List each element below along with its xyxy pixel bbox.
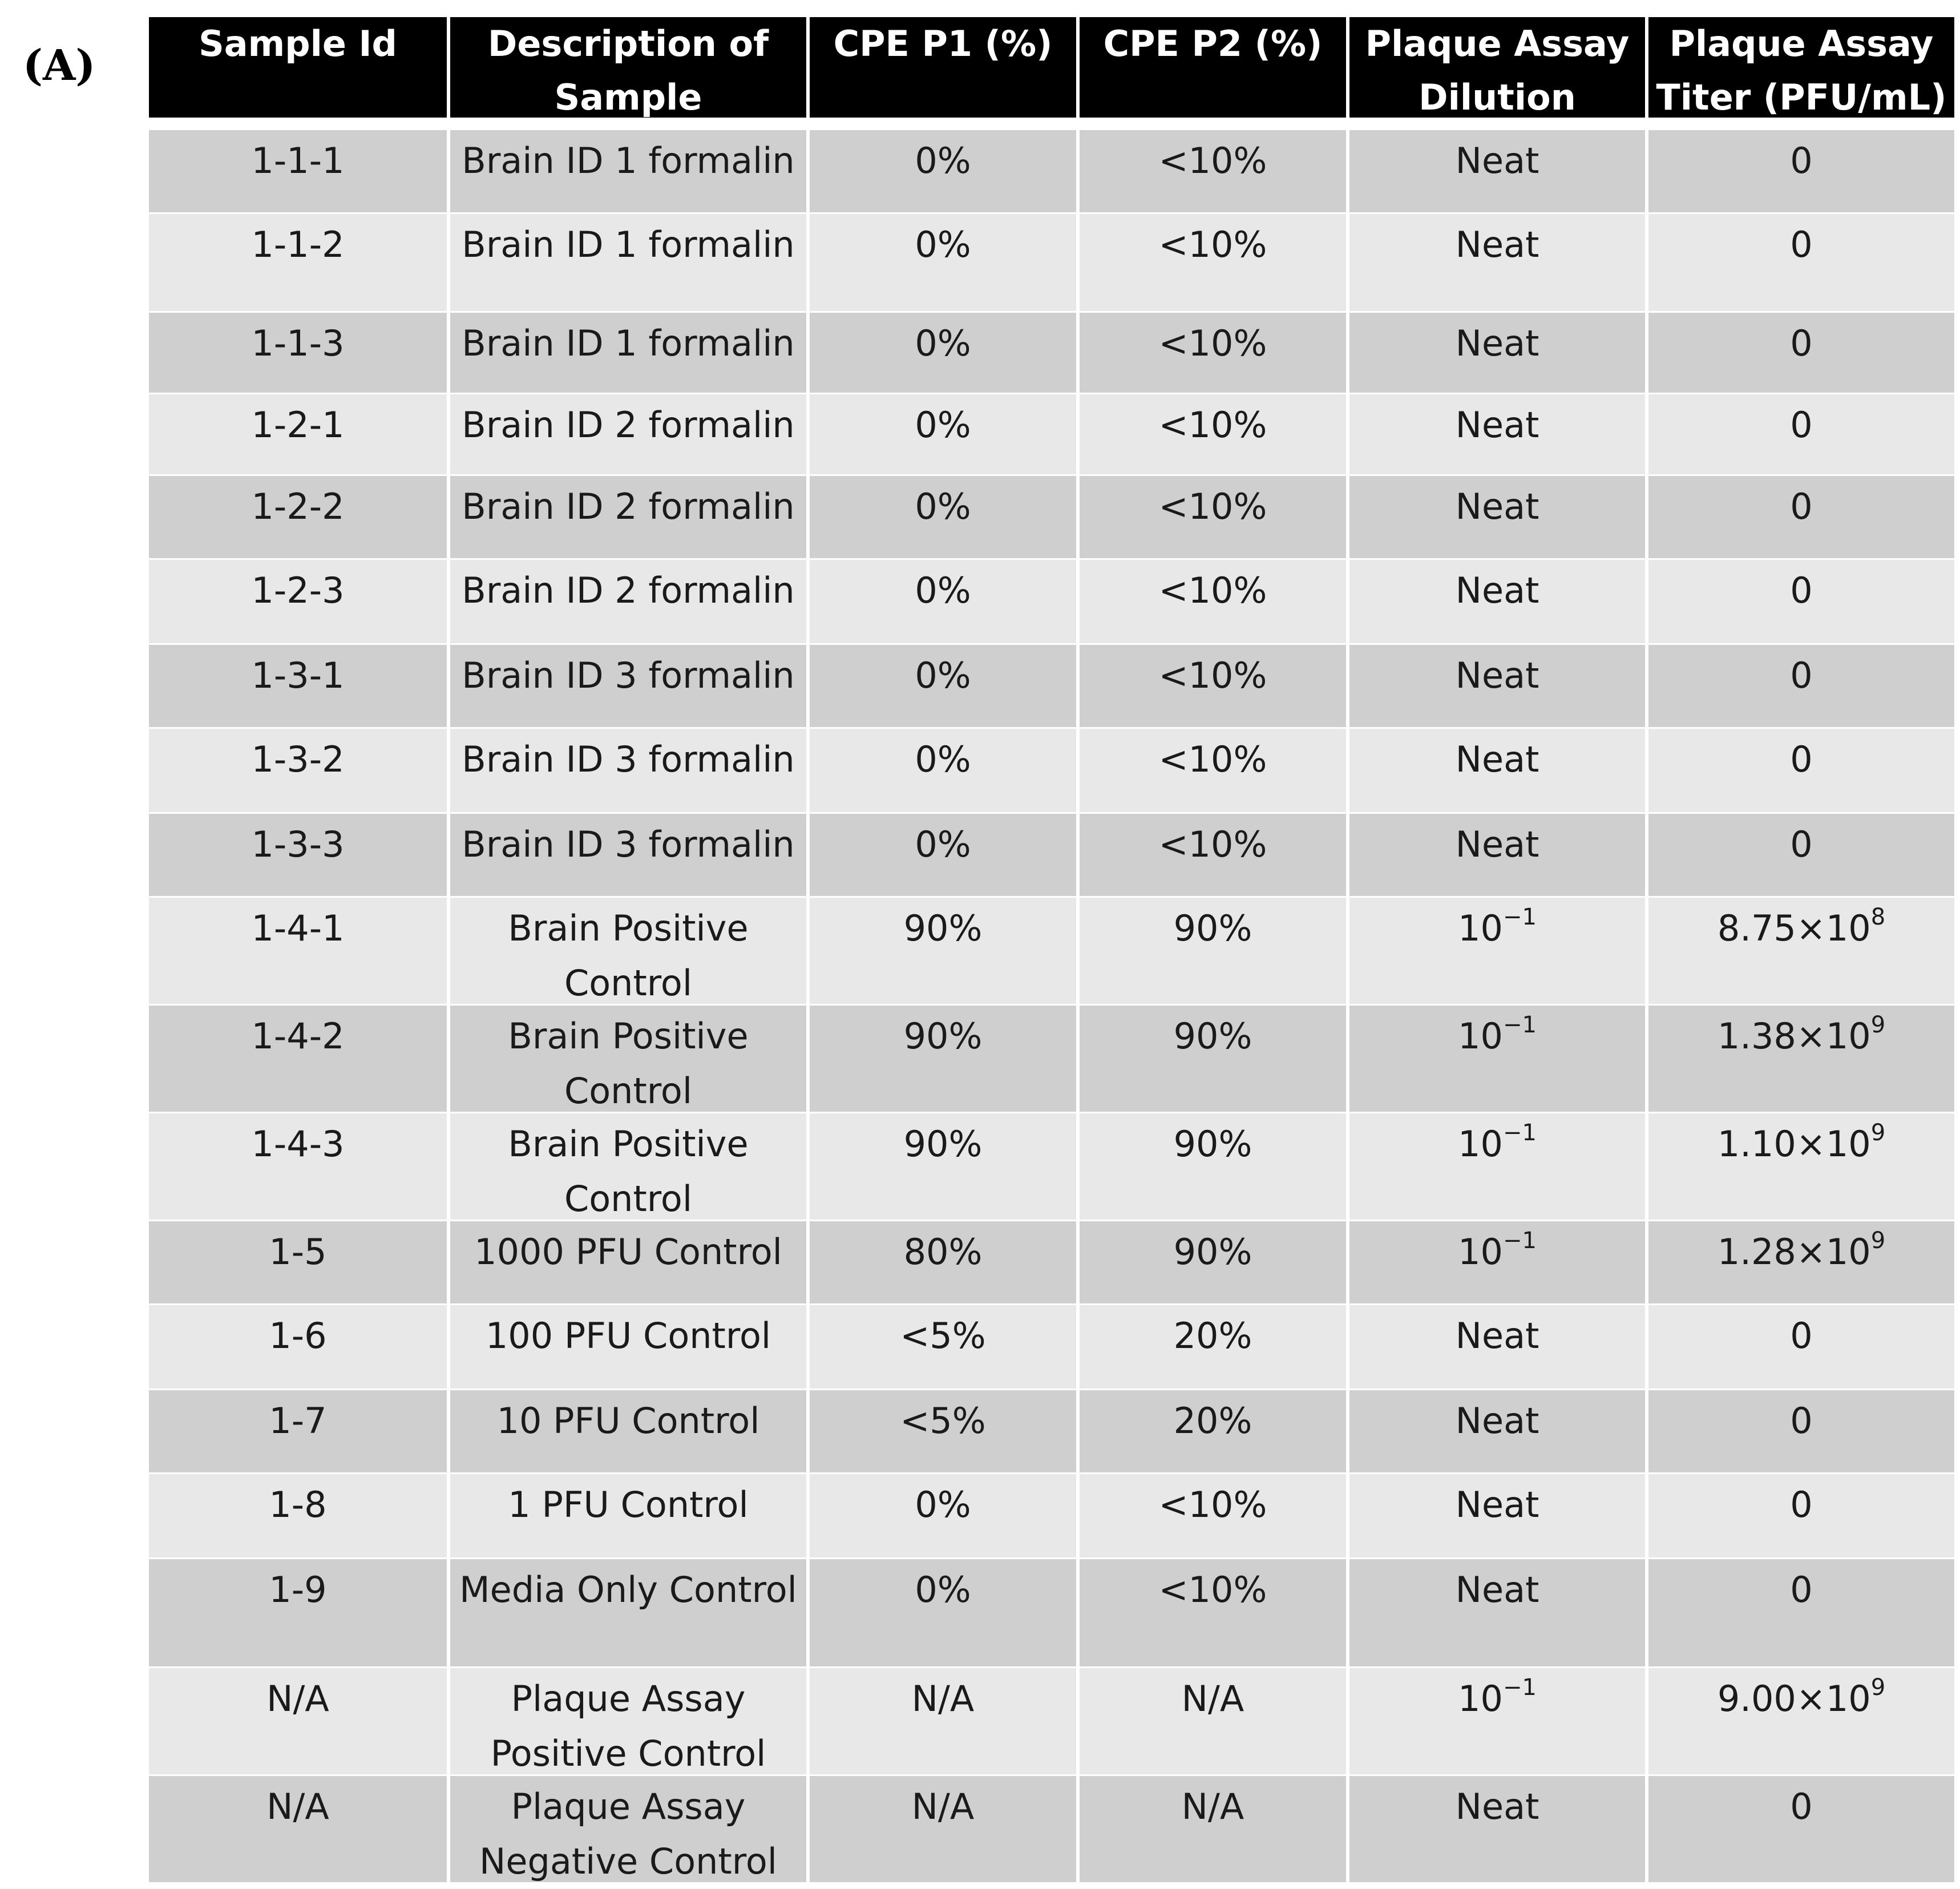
cell-titer — [1648, 1559, 1954, 1666]
cell-cpe-p1: 0% — [810, 313, 1076, 393]
cell-cpe-p2: <10% — [1080, 814, 1346, 896]
cell-titer — [1648, 1006, 1954, 1112]
dilution-value: Neat — [1455, 1484, 1539, 1525]
cell-sample-id: 1-3-2 — [149, 729, 447, 812]
titer-value: 9.00×10 — [1717, 1678, 1871, 1720]
cell-description: Plaque Assay Negative Control — [450, 1776, 806, 1882]
titer-exponent: 9 — [1870, 1228, 1886, 1254]
cell-description: Brain ID 1 formalin — [450, 130, 806, 212]
cell-dilution — [1349, 214, 1645, 311]
header-titer: Plaque Assay Titer (PFU/mL) — [1648, 17, 1954, 118]
dilution-value: Neat — [1455, 1786, 1539, 1827]
cell-description: 100 PFU Control — [450, 1305, 806, 1389]
dilution-exponent: −1 — [1502, 904, 1537, 931]
cell-description: Brain Positive Control — [450, 1006, 806, 1112]
cell-cpe-p2: <10% — [1080, 1474, 1346, 1557]
titer-value: 0 — [1790, 1786, 1813, 1827]
cell-dilution — [1349, 1390, 1645, 1472]
cell-cpe-p1: 90% — [810, 1113, 1076, 1220]
cell-description: 1 PFU Control — [450, 1474, 806, 1557]
titer-value: 0 — [1790, 140, 1813, 181]
dilution-value: 10 — [1458, 907, 1503, 949]
cell-cpe-p1: 0% — [810, 130, 1076, 212]
cell-sample-id: 1-8 — [149, 1474, 447, 1557]
dilution-value: Neat — [1455, 404, 1539, 446]
cell-titer — [1648, 560, 1954, 643]
cell-sample-id: 1-6 — [149, 1305, 447, 1389]
cell-cpe-p2: 20% — [1080, 1390, 1346, 1472]
cell-titer — [1648, 814, 1954, 896]
cell-dilution — [1349, 1113, 1645, 1220]
cell-titer — [1648, 898, 1954, 1004]
cell-sample-id: 1-2-1 — [149, 394, 447, 474]
cell-description: Brain ID 1 formalin — [450, 214, 806, 311]
cell-cpe-p2: N/A — [1080, 1776, 1346, 1882]
dilution-value: Neat — [1455, 140, 1539, 181]
cell-cpe-p1: 0% — [810, 476, 1076, 558]
panel-label: (A) — [23, 41, 96, 90]
cell-sample-id: 1-9 — [149, 1559, 447, 1666]
cell-dilution — [1349, 560, 1645, 643]
cell-cpe-p1: N/A — [810, 1776, 1076, 1882]
cell-sample-id: N/A — [149, 1776, 447, 1882]
cell-dilution — [1349, 130, 1645, 212]
header-cpe-p2: CPE P2 (%) — [1080, 17, 1346, 118]
cell-description: 1000 PFU Control — [450, 1221, 806, 1303]
dilution-value: Neat — [1455, 824, 1539, 865]
cell-cpe-p2: 90% — [1080, 1113, 1346, 1220]
cell-description: Plaque Assay Positive Control — [450, 1668, 806, 1774]
cell-sample-id: 1-4-1 — [149, 898, 447, 1004]
cell-sample-id: 1-3-1 — [149, 645, 447, 727]
cell-sample-id: 1-2-3 — [149, 560, 447, 643]
titer-exponent: 8 — [1870, 904, 1886, 931]
titer-value: 1.38×10 — [1717, 1015, 1871, 1057]
cell-sample-id: 1-3-3 — [149, 814, 447, 896]
cell-dilution — [1349, 1776, 1645, 1882]
cell-sample-id: 1-1-2 — [149, 214, 447, 311]
cell-sample-id: 1-7 — [149, 1390, 447, 1472]
cell-titer — [1648, 313, 1954, 393]
cell-titer — [1648, 1305, 1954, 1389]
cell-cpe-p1: 80% — [810, 1221, 1076, 1303]
cell-cpe-p1: 0% — [810, 645, 1076, 727]
cell-cpe-p1: 0% — [810, 729, 1076, 812]
cell-titer — [1648, 1474, 1954, 1557]
titer-value: 8.75×10 — [1717, 907, 1871, 949]
cell-cpe-p2: <10% — [1080, 645, 1346, 727]
cell-cpe-p2: 90% — [1080, 1221, 1346, 1303]
dilution-value: Neat — [1455, 1315, 1539, 1357]
dilution-value: Neat — [1455, 738, 1539, 780]
dilution-exponent: −1 — [1502, 1228, 1537, 1254]
titer-value: 0 — [1790, 486, 1813, 527]
cell-titer — [1648, 394, 1954, 474]
cell-cpe-p1: 90% — [810, 898, 1076, 1004]
cell-description: Brain ID 2 formalin — [450, 476, 806, 558]
cell-dilution — [1349, 1006, 1645, 1112]
cell-cpe-p1: 0% — [810, 1474, 1076, 1557]
cell-dilution — [1349, 898, 1645, 1004]
dilution-exponent: −1 — [1502, 1120, 1537, 1147]
cell-description: Brain ID 3 formalin — [450, 729, 806, 812]
cell-sample-id: 1-2-2 — [149, 476, 447, 558]
titer-exponent: 9 — [1870, 1674, 1886, 1701]
titer-value: 0 — [1790, 1315, 1813, 1357]
cell-description: Brain Positive Control — [450, 1113, 806, 1220]
cell-description: Brain ID 3 formalin — [450, 814, 806, 896]
titer-value: 1.10×10 — [1717, 1123, 1871, 1165]
titer-exponent: 9 — [1870, 1120, 1886, 1147]
cell-cpe-p2: <10% — [1080, 1559, 1346, 1666]
dilution-value: Neat — [1455, 224, 1539, 265]
cell-cpe-p1: 0% — [810, 814, 1076, 896]
dilution-value: Neat — [1455, 1569, 1539, 1611]
titer-value: 0 — [1790, 404, 1813, 446]
cell-titer — [1648, 1668, 1954, 1774]
cell-description: Brain Positive Control — [450, 898, 806, 1004]
cell-cpe-p2: N/A — [1080, 1668, 1346, 1774]
titer-value: 0 — [1790, 824, 1813, 865]
cell-dilution — [1349, 1305, 1645, 1389]
titer-value: 0 — [1790, 1569, 1813, 1611]
cell-cpe-p2: 90% — [1080, 898, 1346, 1004]
dilution-value: Neat — [1455, 570, 1539, 611]
cell-cpe-p2: 20% — [1080, 1305, 1346, 1389]
titer-value: 0 — [1790, 224, 1813, 265]
cell-cpe-p2: <10% — [1080, 560, 1346, 643]
dilution-value: 10 — [1458, 1015, 1503, 1057]
dilution-value: Neat — [1455, 486, 1539, 527]
cell-dilution — [1349, 1221, 1645, 1303]
dilution-value: Neat — [1455, 1400, 1539, 1442]
titer-value: 0 — [1790, 655, 1813, 696]
cell-dilution — [1349, 814, 1645, 896]
cell-cpe-p2: <10% — [1080, 394, 1346, 474]
titer-value: 0 — [1790, 1400, 1813, 1442]
dilution-value: 10 — [1458, 1678, 1503, 1720]
cell-titer — [1648, 214, 1954, 311]
cell-description: Brain ID 2 formalin — [450, 394, 806, 474]
cell-sample-id: 1-5 — [149, 1221, 447, 1303]
cell-sample-id: 1-4-3 — [149, 1113, 447, 1220]
cell-cpe-p2: <10% — [1080, 313, 1346, 393]
cell-titer — [1648, 729, 1954, 812]
cell-dilution — [1349, 729, 1645, 812]
header-description: Description of Sample — [450, 17, 806, 118]
cell-titer — [1648, 1776, 1954, 1882]
cell-description: Media Only Control — [450, 1559, 806, 1666]
cell-sample-id: 1-1-1 — [149, 130, 447, 212]
cell-cpe-p1: 0% — [810, 214, 1076, 311]
cell-cpe-p1: 90% — [810, 1006, 1076, 1112]
titer-value: 0 — [1790, 1484, 1813, 1525]
titer-value: 0 — [1790, 738, 1813, 780]
cell-titer — [1648, 645, 1954, 727]
cell-titer — [1648, 476, 1954, 558]
dilution-value: 10 — [1458, 1123, 1503, 1165]
cell-cpe-p1: N/A — [810, 1668, 1076, 1774]
dilution-exponent: −1 — [1502, 1674, 1537, 1701]
titer-value: 1.28×10 — [1717, 1231, 1871, 1273]
cell-dilution — [1349, 476, 1645, 558]
cell-description: Brain ID 3 formalin — [450, 645, 806, 727]
dilution-value: Neat — [1455, 655, 1539, 696]
cell-sample-id: 1-1-3 — [149, 313, 447, 393]
titer-exponent: 9 — [1870, 1012, 1886, 1039]
cell-dilution — [1349, 645, 1645, 727]
cell-cpe-p1: 0% — [810, 394, 1076, 474]
cell-dilution — [1349, 394, 1645, 474]
cell-description: Brain ID 1 formalin — [450, 313, 806, 393]
header-cpe-p1: CPE P1 (%) — [810, 17, 1076, 118]
header-dilution: Plaque Assay Dilution — [1349, 17, 1645, 118]
cell-dilution — [1349, 1474, 1645, 1557]
cell-description: 10 PFU Control — [450, 1390, 806, 1472]
cell-cpe-p1: 0% — [810, 1559, 1076, 1666]
dilution-value: Neat — [1455, 322, 1539, 364]
cell-cpe-p2: 90% — [1080, 1006, 1346, 1112]
cell-sample-id: N/A — [149, 1668, 447, 1774]
cell-titer — [1648, 1390, 1954, 1472]
cell-dilution — [1349, 1668, 1645, 1774]
dilution-value: 10 — [1458, 1231, 1503, 1273]
cell-cpe-p2: <10% — [1080, 130, 1346, 212]
cell-dilution — [1349, 313, 1645, 393]
cell-cpe-p1: <5% — [810, 1390, 1076, 1472]
cell-cpe-p2: <10% — [1080, 214, 1346, 311]
cell-titer — [1648, 1221, 1954, 1303]
cell-cpe-p2: <10% — [1080, 729, 1346, 812]
cell-cpe-p1: <5% — [810, 1305, 1076, 1389]
cell-titer — [1648, 130, 1954, 212]
dilution-exponent: −1 — [1502, 1012, 1537, 1039]
cell-sample-id: 1-4-2 — [149, 1006, 447, 1112]
cell-cpe-p2: <10% — [1080, 476, 1346, 558]
cell-description: Brain ID 2 formalin — [450, 560, 806, 643]
titer-value: 0 — [1790, 570, 1813, 611]
cell-titer — [1648, 1113, 1954, 1220]
results-table — [147, 17, 1956, 1884]
cell-cpe-p1: 0% — [810, 560, 1076, 643]
titer-value: 0 — [1790, 322, 1813, 364]
header-sample-id: Sample Id — [149, 17, 447, 118]
cell-dilution — [1349, 1559, 1645, 1666]
